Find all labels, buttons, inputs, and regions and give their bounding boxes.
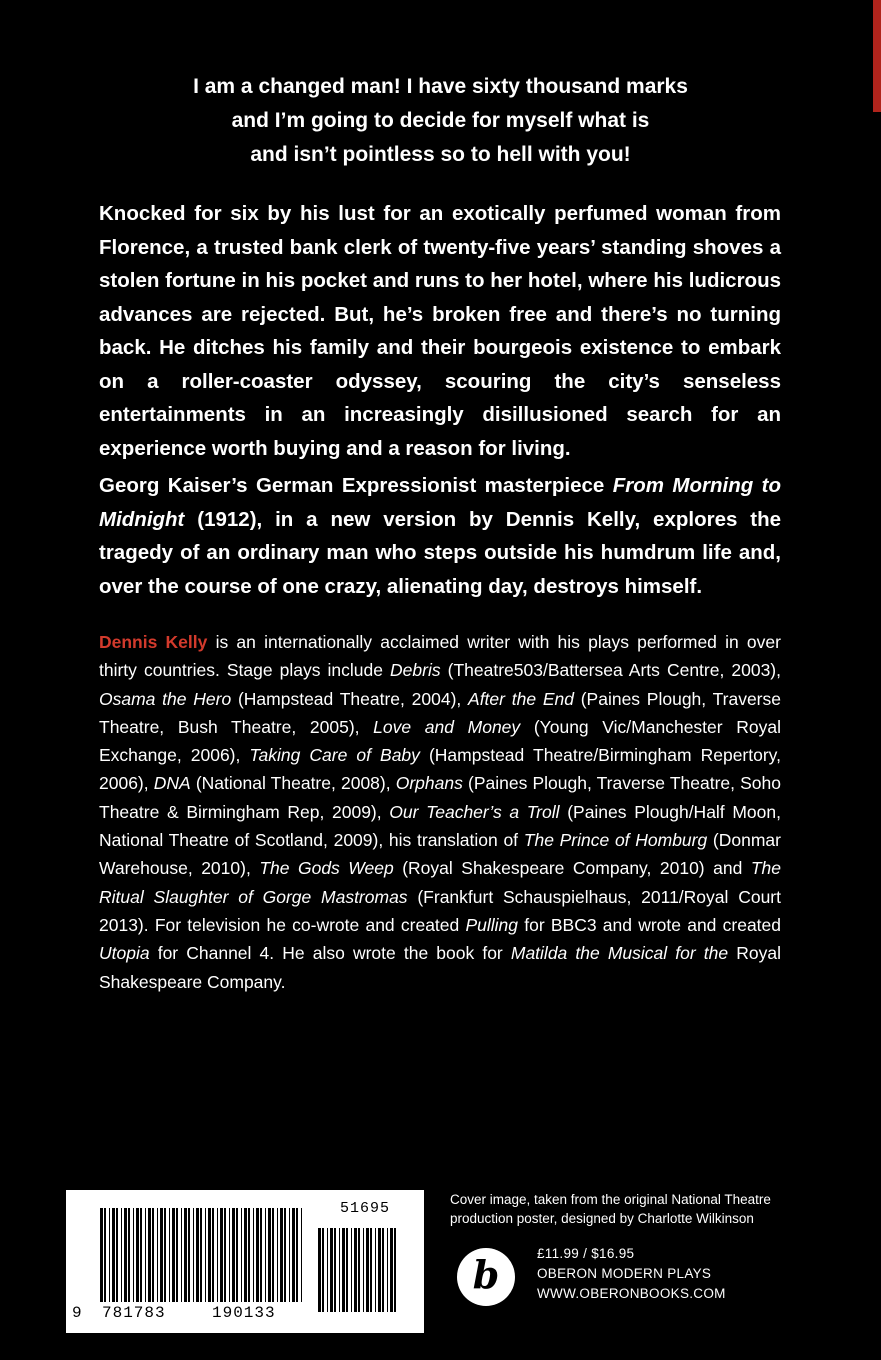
barcode-bar bbox=[277, 1208, 278, 1302]
barcode-bar bbox=[169, 1208, 170, 1302]
context-paragraph bbox=[99, 469, 781, 603]
bio-text-segment: (Paines Plough/Half Moon, National Theatre of Scotland, 2009), his translation of bbox=[99, 801, 781, 851]
work-title: Love and Money bbox=[373, 716, 521, 737]
oberon-logo-glyph: b bbox=[472, 1252, 500, 1297]
bio-text-segment: (Hampstead Theatre/Birmingham Repertory, 2006), bbox=[99, 745, 781, 794]
barcode-bar bbox=[256, 1208, 259, 1302]
barcode-bar bbox=[322, 1228, 324, 1312]
bio-text-segment: Royal Shakespeare Company. bbox=[99, 943, 781, 992]
barcode-bar bbox=[248, 1208, 250, 1302]
price: £11.99 / $16.95 bbox=[537, 1246, 635, 1261]
work-title: After the End bbox=[468, 688, 574, 709]
isbn-group-2: 190133 bbox=[212, 1304, 276, 1322]
barcode-bar bbox=[220, 1208, 223, 1302]
barcode-bar bbox=[224, 1208, 226, 1302]
cover-credit-line: production poster, designed by Charlotte Wilkinson bbox=[450, 1211, 754, 1226]
bio-text-segment: (Paines Plough, Traverse Theatre, Soho Theatre & Birmingham Rep, 2009), bbox=[99, 773, 781, 822]
cover-credit-line: Cover image, taken from the original National Theatre bbox=[450, 1192, 771, 1207]
author-name: Dennis Kelly bbox=[99, 632, 208, 652]
work-title: Matilda the Musical for the bbox=[510, 943, 729, 964]
barcode-bar bbox=[292, 1208, 295, 1302]
bio-text-segment: (Theatre503/Battersea Arts Centre, 2003), bbox=[440, 660, 781, 681]
quote-line: and I’m going to decide for myself what is bbox=[231, 109, 650, 132]
barcode-bar bbox=[342, 1228, 345, 1312]
bio-text-segment: (Donmar Warehouse, 2010), bbox=[99, 830, 781, 879]
barcode-bar bbox=[109, 1208, 110, 1302]
barcode-bar bbox=[253, 1208, 254, 1302]
barcode-bar bbox=[208, 1208, 211, 1302]
bio-text-segment: is an internationally acclaimed writer with his plays performed in over thirty countries. Stage plays include bbox=[99, 632, 781, 681]
author-bio-text bbox=[99, 628, 781, 996]
cover-credit bbox=[450, 1190, 850, 1228]
barcode-bar bbox=[244, 1208, 247, 1302]
work-title: The Gods Weep bbox=[259, 858, 394, 879]
context-text: Georg Kaiser’s German Expressionist masterpiece From Morning to Midnight (1912), in a new version by Dennis Kelly, explores the tragedy of an ordinary man who steps outside his humdrum life and, over the course of one crazy, alienating day, destroys himself. bbox=[99, 474, 781, 598]
bio-text-segment: (Young Vic/Manchester Royal Exchange, 2006), bbox=[99, 716, 781, 766]
barcode-bar bbox=[181, 1208, 182, 1302]
barcode-bar bbox=[157, 1208, 158, 1302]
barcode-bar bbox=[236, 1208, 238, 1302]
barcode-bar bbox=[268, 1208, 271, 1302]
barcode-bar bbox=[188, 1208, 190, 1302]
bio-text-segment: (Hampstead Theatre, 2004), bbox=[231, 688, 469, 709]
barcode-bar bbox=[160, 1208, 163, 1302]
barcode-bar bbox=[296, 1208, 298, 1302]
bio-text-segment: (Paines Plough, Traverse Theatre, Bush Theatre, 2005), bbox=[99, 688, 781, 737]
work-title: Taking Care of Baby bbox=[249, 745, 420, 766]
quote-line: I am a changed man! I have sixty thousand marks bbox=[193, 75, 688, 98]
work-title: Orphans bbox=[395, 773, 463, 794]
work-title: Osama the Hero bbox=[99, 688, 232, 709]
barcode-bar bbox=[148, 1208, 151, 1302]
barcode-bar bbox=[358, 1228, 360, 1312]
work-title: Our Teacher’s a Troll bbox=[389, 801, 560, 822]
barcode-bar bbox=[301, 1208, 302, 1302]
price-addon-code: 51695 bbox=[340, 1200, 391, 1217]
barcode-bar bbox=[229, 1208, 230, 1302]
barcode-bar bbox=[196, 1208, 199, 1302]
publisher-website: WWW.OBERONBOOKS.COM bbox=[537, 1286, 726, 1301]
barcode-bar bbox=[280, 1208, 283, 1302]
barcode-bar bbox=[370, 1228, 372, 1312]
barcode-bar bbox=[378, 1228, 381, 1312]
barcode-bar bbox=[260, 1208, 262, 1302]
barcode-bar bbox=[382, 1228, 384, 1312]
barcode-bar bbox=[121, 1208, 122, 1302]
isbn-group-1: 781783 bbox=[102, 1304, 166, 1322]
author-bio bbox=[99, 628, 781, 996]
work-title: Utopia bbox=[99, 943, 150, 964]
publisher-info bbox=[537, 1244, 726, 1304]
barcode-bar bbox=[164, 1208, 166, 1302]
barcode-bar bbox=[205, 1208, 206, 1302]
pull-quote bbox=[120, 70, 761, 172]
barcode-bar bbox=[145, 1208, 146, 1302]
barcode-bar bbox=[284, 1208, 286, 1302]
barcode-bar bbox=[136, 1208, 139, 1302]
barcode-bar bbox=[140, 1208, 142, 1302]
isbn-prefix: 9 bbox=[72, 1304, 83, 1322]
barcode-bar bbox=[339, 1228, 340, 1312]
barcode-bar bbox=[272, 1208, 274, 1302]
barcode-bar bbox=[232, 1208, 235, 1302]
work-title: The Prince of Homburg bbox=[523, 830, 708, 851]
barcode-bar bbox=[390, 1228, 393, 1312]
bio-text-segment: (National Theatre, 2008), bbox=[190, 773, 396, 794]
series-name: OBERON MODERN PLAYS bbox=[537, 1266, 712, 1281]
barcode-bar bbox=[184, 1208, 187, 1302]
bio-text-segment: for BBC3 and wrote and created bbox=[518, 914, 781, 935]
barcode-bar bbox=[172, 1208, 175, 1302]
work-title: DNA bbox=[153, 773, 191, 794]
play-title: From Morning to Midnight bbox=[99, 474, 781, 531]
synopsis-paragraph bbox=[99, 197, 781, 465]
barcode-bar bbox=[330, 1228, 333, 1312]
barcode-bar bbox=[318, 1228, 321, 1312]
barcode-bar bbox=[133, 1208, 134, 1302]
synopsis-text: Knocked for six by his lust for an exotically perfumed woman from Florence, a trusted bank clerk of twenty-five years’ standing shoves a stolen fortune in his pocket and runs to her hotel, where his ludicrous advances are rejected. But, he’s broken free and there’s no turning back. He ditches his family and their bourgeois existence to embark on a roller-coaster odyssey, scouring the city’s senseless entertainments in an increasingly disillusioned search for an experience worth buying and a reason for living. bbox=[99, 202, 781, 460]
barcode-bar bbox=[394, 1228, 396, 1312]
bio-text-segment: (Frankfurt Schauspielhaus, 2011/Royal Court 2013). For television he co-wrote and created bbox=[99, 886, 781, 935]
barcode-bar bbox=[327, 1228, 328, 1312]
barcode-bar bbox=[366, 1228, 369, 1312]
work-title: Debris bbox=[390, 660, 441, 681]
barcode-bar bbox=[351, 1228, 352, 1312]
oberon-logo bbox=[457, 1248, 515, 1306]
barcode-bar bbox=[124, 1208, 127, 1302]
barcode-bar bbox=[100, 1208, 103, 1302]
bio-text-segment: (Royal Shakespeare Company, 2010) and bbox=[393, 858, 751, 879]
work-title: The Ritual Slaughter of Gorge Mastromas bbox=[99, 858, 781, 907]
barcode-bar bbox=[217, 1208, 218, 1302]
barcode-bar bbox=[387, 1228, 388, 1312]
work-title: Pulling bbox=[465, 914, 519, 935]
isbn-barcode bbox=[66, 1190, 424, 1333]
barcode-bar bbox=[193, 1208, 194, 1302]
barcode-bar bbox=[346, 1228, 348, 1312]
edge-color-mark bbox=[873, 0, 881, 112]
barcode-bar bbox=[241, 1208, 242, 1302]
barcode-bar bbox=[104, 1208, 106, 1302]
barcode-bar bbox=[152, 1208, 154, 1302]
quote-line: and isn’t pointless so to hell with you! bbox=[250, 143, 631, 166]
barcode-bar bbox=[112, 1208, 115, 1302]
barcode-bar bbox=[265, 1208, 266, 1302]
barcode-bar bbox=[176, 1208, 178, 1302]
barcode-bar bbox=[200, 1208, 202, 1302]
barcode-bar bbox=[334, 1228, 336, 1312]
barcode-bar bbox=[375, 1228, 376, 1312]
barcode-bar bbox=[354, 1228, 357, 1312]
barcode-bar bbox=[128, 1208, 130, 1302]
barcode-bar bbox=[116, 1208, 118, 1302]
barcode-bar bbox=[289, 1208, 290, 1302]
barcode-bar bbox=[212, 1208, 214, 1302]
bio-text-segment: for Channel 4. He also wrote the book for bbox=[149, 943, 511, 964]
barcode-bar bbox=[363, 1228, 364, 1312]
